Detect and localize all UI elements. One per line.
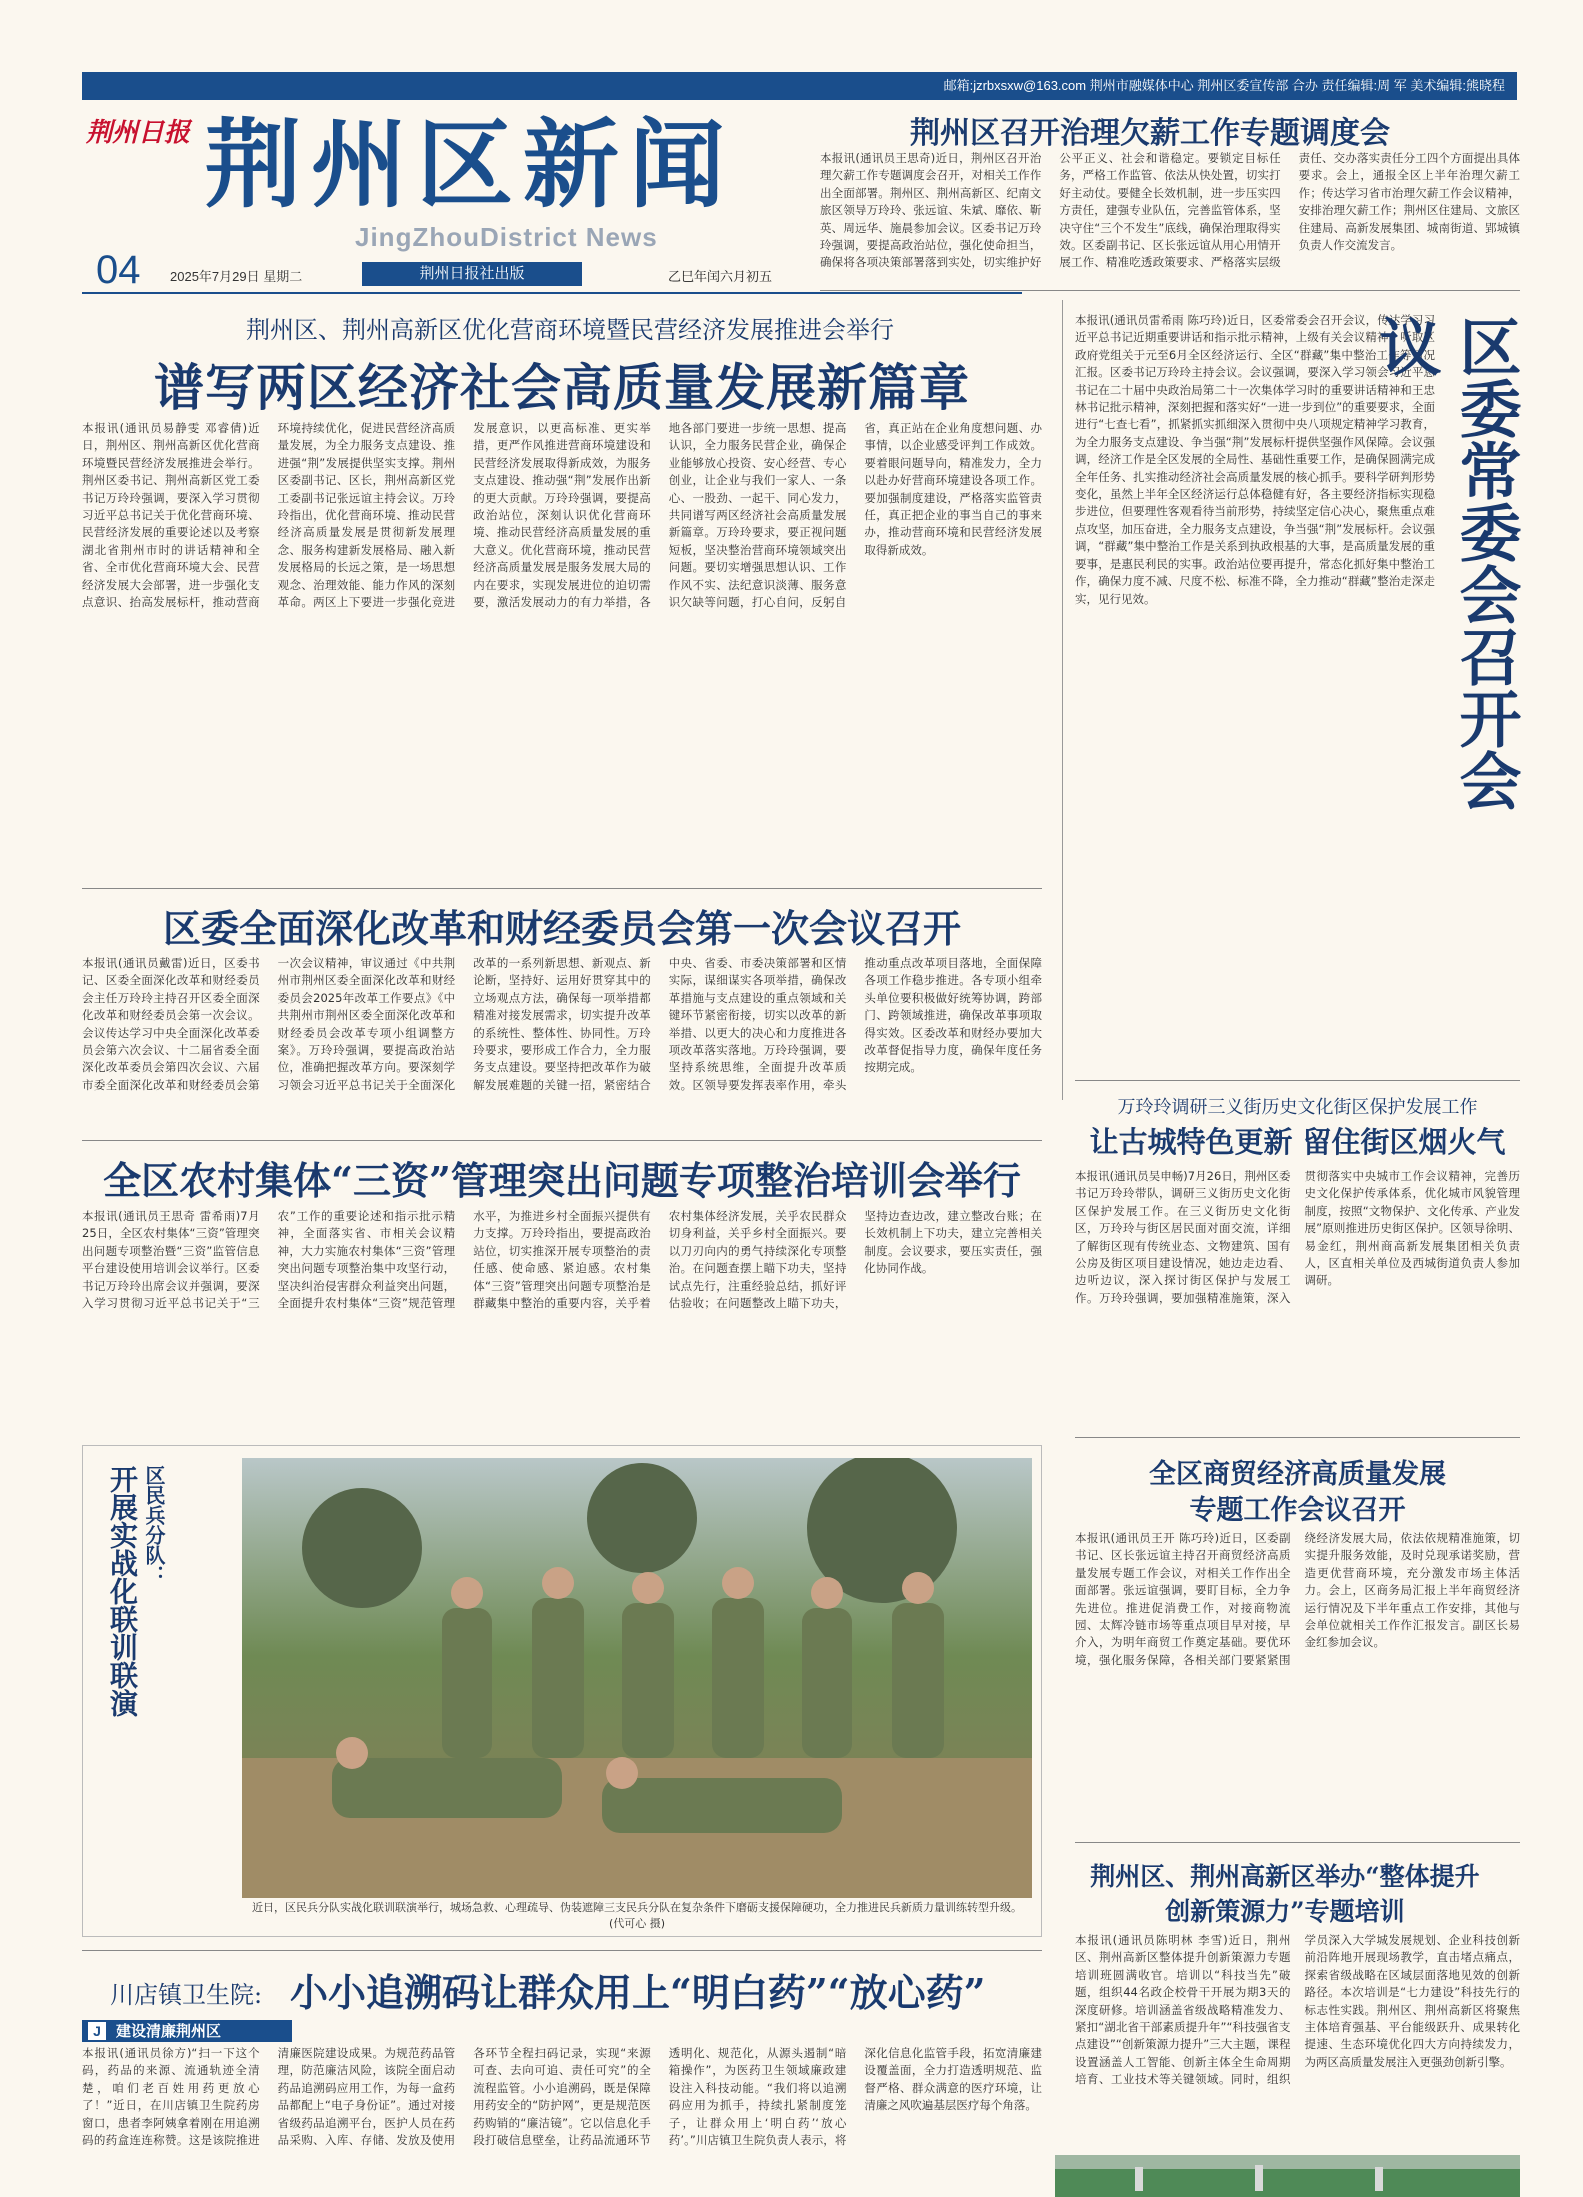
a1-body: 本报讯(通讯员王思奇)近日，荆州区召开治理欠薪工作专题调度会召开，对相关工作作出全面部署。荆州区、荆州高新区、纪南文旅区领导万玲玲、张远谊、朱斌、靡依、靳英、周远华、施晨参加会议。区委书记万玲玲强调，要提高政治站位，强化使命担当，确保将各项决策部署落到实处，切实维护好公平正义、社会和谐稳定。要锁定目标任务，严格工作监管、依法从快处置，切实打好主动仗。要健全长效机制，进一步压实四方责任，建强专业队伍，完善监管体系，坚决守住“三个不发生”底线，确保治理取得实效。区委副书记、区长张远谊从用心用情开展工作、精准吃透政策要求、严格落实层级责任、交办落实责任分工四个方面提出具体要求。会上，通报全区上半年治理欠薪工作；传达学习省市治理欠薪工作会议精神，安排治理欠薪工作；荆州区住建局、文旅区住建局、高新发展集团、城南街道、郢城镇负责人作交流发言。 (820, 151, 1520, 270)
lunar-date: 乙巳年闰六月初五 (668, 269, 773, 284)
a8-title-line1: 全区商贸经济高质量发展 (1149, 1459, 1446, 1490)
newspaper-logo: 荆州日报 (86, 118, 191, 148)
issue-date: 2025年7月29日 星期二 (170, 269, 303, 284)
a3-body: 本报讯(通讯员雷希雨 陈巧玲)近日，区委常委会召开会议，传达学习习近平总书记近期重要讲话和指示批示精神，上级有关会议精神；听取区政府党组关于元至6月全区经济运行、全区“群藏”集中整治工作等情况汇报。区委书记万玲玲主持会议。会议强调，要深入学习领会习近平总书记在二十届中央政治局第二十一次集体学习时的重要讲话精神和王忠林书记批示精神，深刻把握和落实好“一进一步到位”的重要要求，全面进行“七查七看”，抓紧抓实抓细深入贯彻中央八项规定精神学习教育，为全力服务支点建设、争当强“荆”发展标杆提供坚强作风保障。会议强调，经济工作是全区发展的全局性、基础性重要工作，是确保圆满完成全年任务、扎实推动经济社会高质量发展的核心抓手。要科学研判形势变化，虽然上半年全区经济运行总体稳健有好，各主要经济指标实现稳步进位，但要理性客观看待当前形势，持续坚定信心决心，聚焦重点难点攻坚，加压奋进，全力服务支点建设，争当强“荆”发展标杆。会议强调，“群藏”集中整治工作是关系到执政根基的大事，是高质量发展的重要事，是惠民利民的实事。政治站位要再提升，常态化抓好集中整治工作，确保力度不减、尺度不松、标准不降，全力推动“群藏”整治走深走实，见行见效。 (1075, 313, 1435, 606)
a10-body: 本报讯(通讯员徐方)“扫一下这个码，药品的来源、流通轨迹全清楚，咱们老百姓用药更放心了！”近日，在川店镇卫生院药房窗口，患者李阿姨拿着刚在用追溯码的药盒连连称赞。这是该院推进清廉医院建设成果。为规范药品管理，防范廉洁风险，该院全面启动药品追溯码应用工作，为每一盒药品都配上“电子身份证”。通过对接省级药品追溯平台，医护人员在药品采购、入库、存储、发放及使用各环节全程扫码记录，实现“来源可查、去向可追、责任可究”的全流程监管。小小追溯码，既是保障用药安全的“防护网”，更是规范医药购销的“廉洁镜”。它以信息化手段打破信息壁垒，让药品流通环节透明化、规范化，从源头遏制“暗箱操作”，为医药卫生领域廉政建设注入科技动能。“我们将以追溯码应用为抓手，持续扎紧制度笼子，让群众用上‘明白药’‘放心药’。”川店镇卫生院负责人表示，将深化信息化监管手段，拓宽清廉建设覆盖面，全力打造透明规范、监督严格、群众满意的医疗环境，让清廉之风吹遍基层医疗每个角落。 (82, 2046, 1042, 2148)
column-divider (1062, 300, 1063, 1100)
a10-kicker: 川店镇卫生院: (110, 1981, 263, 2009)
a7-caption-text: 近日，区民兵分队实战化联训联演举行，城场急救、心理疏导、伪装遮障三支民兵分队在复杂条件下磨砺支援保障硬功，全力推进民兵新质力量训练转型升级。 (252, 1901, 1022, 1914)
a5-title: 让古城特色更新 留住街区烟火气 (1089, 1125, 1506, 1159)
a6-title: 全区农村集体“三资”管理突出问题专项整治培训会举行 (103, 1158, 1021, 1203)
a9-title-line1: 荆州区、荆州高新区举办“整体提升 (1090, 1862, 1480, 1891)
a5-body: 本报讯(通讯员吴申畅)7月26日，荆州区委书记万玲玲带队，调研三义街历史文化街区保护发展工作。在三义街历史文化街区，万玲玲与街区居民面对面交流，详细了解街区现有传统业态、文物建筑、国有公房及街区项目建设情况，她边走边看、边听边议，深入探讨街区保护与发展工作。万玲玲强调，要加强精准施策，深入贯彻落实中央城市工作会议精神，完善历史文化保护传承体系，优化城市风貌管理制度，按照“文物保护、文化传承、产业发展”原则推进历史街区保护。区领导徐明、易金红，荆州商高新发展集团相关负责人，区直相关单位及西城街道负责人参加调研。 (1075, 1169, 1520, 1305)
a9-top-rule (1075, 1842, 1520, 1843)
header-contact-bar: 邮箱:jzrbxsxw@163.com 荆州市融媒体中心 荆州区委宣传部 合办 责任编辑:周 军 美术编辑:熊晓程 (82, 72, 1517, 100)
a5-kicker: 万玲玲调研三义街历史文化街区保护发展工作 (1117, 1097, 1478, 1118)
a2-body: 本报讯(通讯员易静雯 邓睿倩)近日，荆州区、荆州高新区优化营商环境暨民营经济发展推进会举行。荆州区委书记、荆州高新区党工委书记万玲玲强调，要深入学习贯彻习近平总书记关于优化营商环境、民营经济发展的重要论述以及考察湖北省荆州市时的讲话精神和全省、全市优化营商环境大会、民营经济发展大会部署，进一步强化支点意识、抬高发展标杆，推动营商环境持续优化，促进民营经济高质量发展，为全力服务支点建设、推进强“荆”发展提供坚实支撑。荆州区委副书记、区长，荆州高新区党工委副书记张远谊主持会议。万玲玲指出，优化营商环境、推动民营经济高质量发展是贯彻新发展理念、服务构建新发展格局、融入新发展格局的长远之策，是一场思想观念、治理效能、能力作风的深刻革命。两区上下要进一步强化竞进发展意识，以更高标准、更实举措，更严作风推进营商环境建设和民营经济发展取得新成效，为服务支点建设、推动强“荆”发展作出新的更大贡献。万玲玲强调，要提高政治站位，深刻认识优化营商环境、推动民营经济高质量发展的重大意义。优化营商环境，推动民营经济高质量发展是服务发展大局的内在要求，实现发展进位的迫切需要，激活发展动力的有力举措，各地各部门要进一步统一思想、提高认识，全力服务民营企业，确保企业能够放心投资、安心经营、专心创业，让企业与我们一家人、一条心、一股劲、一起干、同心发力，共同谱写两区经济社会高质量发展新篇章。万玲玲要求，要正视问题短板，坚决整治营商环境领域突出问题。要切实增强思想认识、工作作风不实、法纪意识淡薄、服务意识欠缺等问题，打心自问，反躬自省，真正站在企业角度想问题、办事情，以企业感受评判工作成效。要着眼问题导向，精准发力，全力以赴办好营商环境建设各项工作。要加强制度建设，严格落实监管责任，真正把企业的事当自己的事来办，推动营商环境和民营经济发展取得新成效。 (82, 421, 1042, 610)
a9-body: 本报讯(通讯员陈明林 李雪)近日，荆州区、荆州高新区整体提升创新策源力专题培训班圆满收官。培训以“科技当先”破题，组织44名政企校骨干开展为期3天的深度研修。培训涵盖省级战略精准发力、紧扣“湖北省干部素质提升年”“科技强省支点建设”“创新策源力提升”三大主题，课程设置涵盖人工智能、创新主体全生命周期培育、工业技术等关键领域。同时，组织学员深入大学城发展规划、企业科技创新前沿阵地开展现场教学，直击堵点痛点，探索省级战略在区域层面落地见效的创新路径。本次培训是“七力建设”科技先行的标志性实践。荆州区、荆州高新区将聚焦主体培育强基、平台能级跃升、成果转化提速、生态环境优化四大方向持续发力，为两区高质量发展注入更强劲创新引擎。 (1075, 1933, 1520, 2087)
column-tag-label: 建设清廉荆州区 (116, 2022, 222, 2040)
a8-title-line2: 专题工作会议召开 (1189, 1495, 1406, 1526)
a4-top-rule (82, 888, 1042, 889)
basketball-photo (1055, 2155, 1520, 2197)
a4-title: 区委全面深化改革和财经委员会第一次会议召开 (162, 906, 961, 951)
page-number: 04 (96, 248, 141, 292)
a7-kicker: 区民兵分队： (142, 1465, 166, 1585)
a8-top-rule (1075, 1437, 1520, 1438)
basketball-photo-art (1055, 2155, 1520, 2197)
header-rule (82, 292, 1022, 294)
a2-title: 谱写两区经济社会高质量发展新篇章 (154, 358, 970, 417)
masthead-english: JingZhouDistrict News (355, 222, 658, 252)
a3-title: 区委常委会召开会议 (1369, 315, 1522, 811)
a7-photo-credit: (代可心 摄) (608, 1917, 666, 1930)
publisher-badge: 荆州日报社出版 (362, 262, 582, 286)
militia-training-photo-art (242, 1458, 1032, 1898)
a1-rule (820, 290, 1520, 291)
a10-title: 小小追溯码让群众用上“明白药”“放心药” (290, 1970, 986, 2015)
a7-title: 开展实战化联训联演 (106, 1465, 139, 1717)
a10-top-rule (82, 1950, 1042, 1951)
column-tag (82, 2020, 292, 2042)
a6-body: 本报讯(通讯员王思奇 雷希雨)7月25日，全区农村集体“三资”管理突出问题专项整治暨“三资”监管信息平台建设使用培训会议举行。区委书记万玲玲出席会议并强调，要深入学习贯彻习近平总书记关于“三农”工作的重要论述和指示批示精神，全面落实省、市相关会议精神，大力实施农村集体“三资”管理突出问题专项整治集中攻坚行动，坚决纠治侵害群众利益突出问题，全面提升农村集体“三资”规范管理水平，为推进乡村全面振兴提供有力支撑。万玲玲指出，要提高政治站位，切实推深开展专项整治的责任感、使命感、紧迫感。农村集体“三资”管理突出问题专项整治是群藏集中整治的重要内容，关乎着农村集体经济发展，关乎农民群众切身利益，关乎乡村全面振兴。要以刀刃向内的勇气持续深化专项整治。在问题查摆上瞄下功夫，坚持试点先行，注重经验总结，抓好评估验收；在问题整改上瞄下功夫，坚持边查边改，建立整改台账；在长效机制上下功夫，建立完善相关制度。会议要求，要压实责任，强化协同作战。 (82, 1209, 1042, 1311)
a3-rule (1075, 1080, 1520, 1081)
a1-title: 荆州区召开治理欠薪工作专题调度会 (910, 116, 1390, 151)
a9-title-line2: 创新策源力”专题培训 (1165, 1897, 1405, 1926)
masthead-title: 荆州区新闻 (205, 108, 735, 221)
a4-body: 本报讯(通讯员戴雷)近日，区委书记、区委全面深化改革和财经委员会主任万玲玲主持召开区委全面深化改革和财经委员会第一次会议。会议传达学习中央全面深化改革委员会第六次会议、十二届省委全面深化改革委员会第四次会议、六届市委全面深化改革和财经委员会第一次会议精神，审议通过《中共荆州市荆州区委全面深化改革和财经委员会2025年改革工作要点》《中共荆州市荆州区委全面深化改革和财经委员会改革专项小组调整方案》。万玲玲强调，要提高政治站位，准确把握改革方向。要深刻学习领会习近平总书记关于全面深化改革的一系列新思想、新观点、新论断，坚持好、运用好贯穿其中的立场观点方法，确保每一项举措都精准对接发展需求，切实提升改革的系统性、整体性、协同性。万玲玲要求，要形成工作合力，全力服务支点建设。要坚持把改革作为破解发展难题的关键一招，紧密结合中央、省委、市委决策部署和区情实际，谋细谋实各项举措，确保改革措施与支点建设的重点领域和关键环节紧密衔接，切实以改革的新举措、以更大的决心和力度推进各项改革落实落地。万玲玲强调，要坚持系统思维，全面提升改革质效。区领导要发挥表率作用，牵头推动重点改革项目落地，全面保障各项工作稳步推进。各专项小组牵头单位要积极做好统筹协调，跨部门、跨领域推进，确保改革事项取得实效。区委改革和财经办要加大改革督促指导力度，确保年度任务按期完成。 (82, 956, 1042, 1092)
a2-kicker: 荆州区、荆州高新区优化营商环境暨民营经济发展推进会举行 (246, 316, 894, 344)
a8-body: 本报讯(通讯员王开 陈巧玲)近日，区委副书记、区长张远谊主持召开商贸经济高质量发展专题工作会议，对相关工作作出全面部署。张远谊强调，要盯目标，全力争先进位。推进促消费工作，对接商物流园、太辉冷链市场等重点项目早对接，早介入，为明年商贸工作奠定基础。要优环境，强化服务保障，各相关部门要紧紧围绕经济发展大局，依法依规精准施策，切实提升服务效能，及时兑现承诺奖励，营造更优营商环境，充分激发市场主体活力。会上，区商务局汇报上半年商贸经济运行情况及下半年重点工作安排，其他与会单位就相关工作作汇报发言。副区长易金红参加会议。 (1075, 1531, 1520, 1667)
a6-top-rule (82, 1140, 1042, 1141)
column-tag-icon: J (88, 2022, 106, 2040)
a7-caption (252, 1900, 1022, 1932)
militia-training-photo (242, 1458, 1032, 1898)
